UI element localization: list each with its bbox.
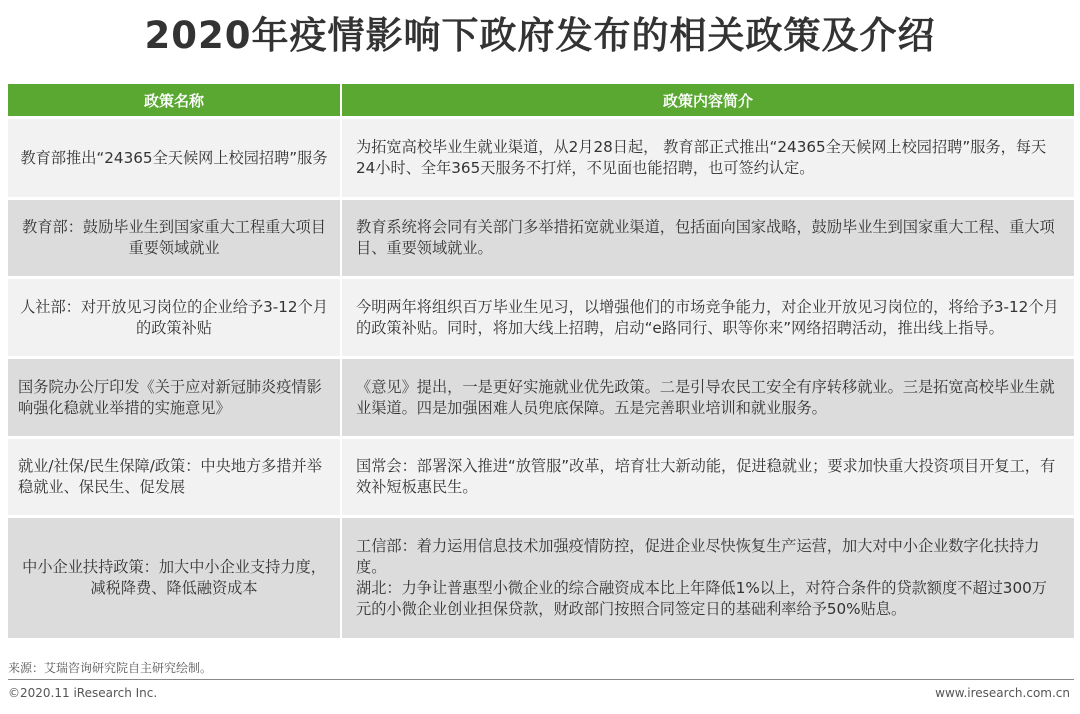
policy-content-cell <box>342 279 1074 356</box>
policy-name-cell: 人社部：对开放见习岗位的企业给予3-12个月的政策补贴 <box>8 279 340 356</box>
policy-content-text: 国常会：部署深入推进“放管服”改革，培育壮大新动能，促进稳就业；要求加快重大投资项目开复工，有效补短板惠民生。 <box>356 457 1056 496</box>
table-row <box>8 200 1074 276</box>
page-title: 2020年疫情影响下政府发布的相关政策及介绍 <box>144 14 936 57</box>
table-row <box>8 279 1074 356</box>
policy-content-text: 《意见》提出，一是更好实施就业优先政策。二是引导农民工安全有序转移就业。三是拓宽高校毕业生就业渠道。四是加强困难人员兜底保障。五是完善职业培训和就业服务。 <box>356 377 1055 417</box>
policy-name-cell: 中小企业扶持政策：加大中小企业支持力度，减税降费、降低融资成本 <box>8 518 340 638</box>
table-header <box>8 84 1074 116</box>
policy-content-cell <box>342 518 1074 638</box>
policy-content-cell <box>342 359 1074 436</box>
policy-table <box>8 84 1074 638</box>
table-row <box>8 119 1074 197</box>
policy-content-cell <box>342 119 1074 197</box>
footer-divider <box>8 679 1074 680</box>
policy-content-text: 工信部：着力运用信息技术加强疫情防控，促进企业尽快恢复生产运营，加大对中小企业数字化扶持力度。 <box>356 537 1040 576</box>
website-url: www.iresearch.com.cn <box>935 686 1070 700</box>
policy-name-cell: 国务院办公厅印发《关于应对新冠肺炎疫情影响强化稳就业举措的实施意见》 <box>8 359 340 436</box>
header-policy-name: 政策名称 <box>8 84 340 116</box>
source-note: 来源：艾瑞咨询研究院自主研究绘制。 <box>8 661 213 675</box>
policy-content-cell <box>342 200 1074 276</box>
policy-name-cell: 教育部推出“24365全天候网上校园招聘”服务 <box>8 119 340 197</box>
policy-name-cell: 就业/社保/民生保障/政策：中央地方多措并举稳就业、保民生、促发展 <box>8 439 340 515</box>
policy-name-cell: 教育部：鼓励毕业生到国家重大工程重大项目重要领域就业 <box>8 200 340 276</box>
header-policy-content: 政策内容简介 <box>340 84 1074 116</box>
table-row <box>8 439 1074 515</box>
copyright-text: ©2020.11 iResearch Inc. <box>8 686 158 700</box>
policy-content-text: 湖北：力争让普惠型小微企业的综合融资成本比上年降低1%以上，对符合条件的贷款额度不超过300万元的小微企业创业担保贷款，财政部门按照合同签定日的基础利率给予50%贴息。 <box>356 579 1047 618</box>
table-row <box>8 359 1074 436</box>
policy-content-text: 今明两年将组织百万毕业生见习，以增强他们的市场竞争能力，对企业开放见习岗位的，将给予3-12个月的政策补贴。同时，将加大线上招聘，启动“e路同行、职等你来”网络招聘活动，推出线上指导。 <box>356 297 1059 337</box>
policy-content-cell <box>342 439 1074 515</box>
policy-content-text: 为拓宽高校毕业生就业渠道，从2月28日起， 教育部正式推出“24365全天候网上校园招聘”服务，每天24小时、全年365天服务不打烊，不见面也能招聘，也可签约认定。 <box>356 138 1047 177</box>
policy-content-text: 教育系统将会同有关部门多举措拓宽就业渠道，包括面向国家战略，鼓励毕业生到国家重大工程、重大项目、重要领域就业。 <box>356 218 1055 257</box>
table-row <box>8 518 1074 638</box>
